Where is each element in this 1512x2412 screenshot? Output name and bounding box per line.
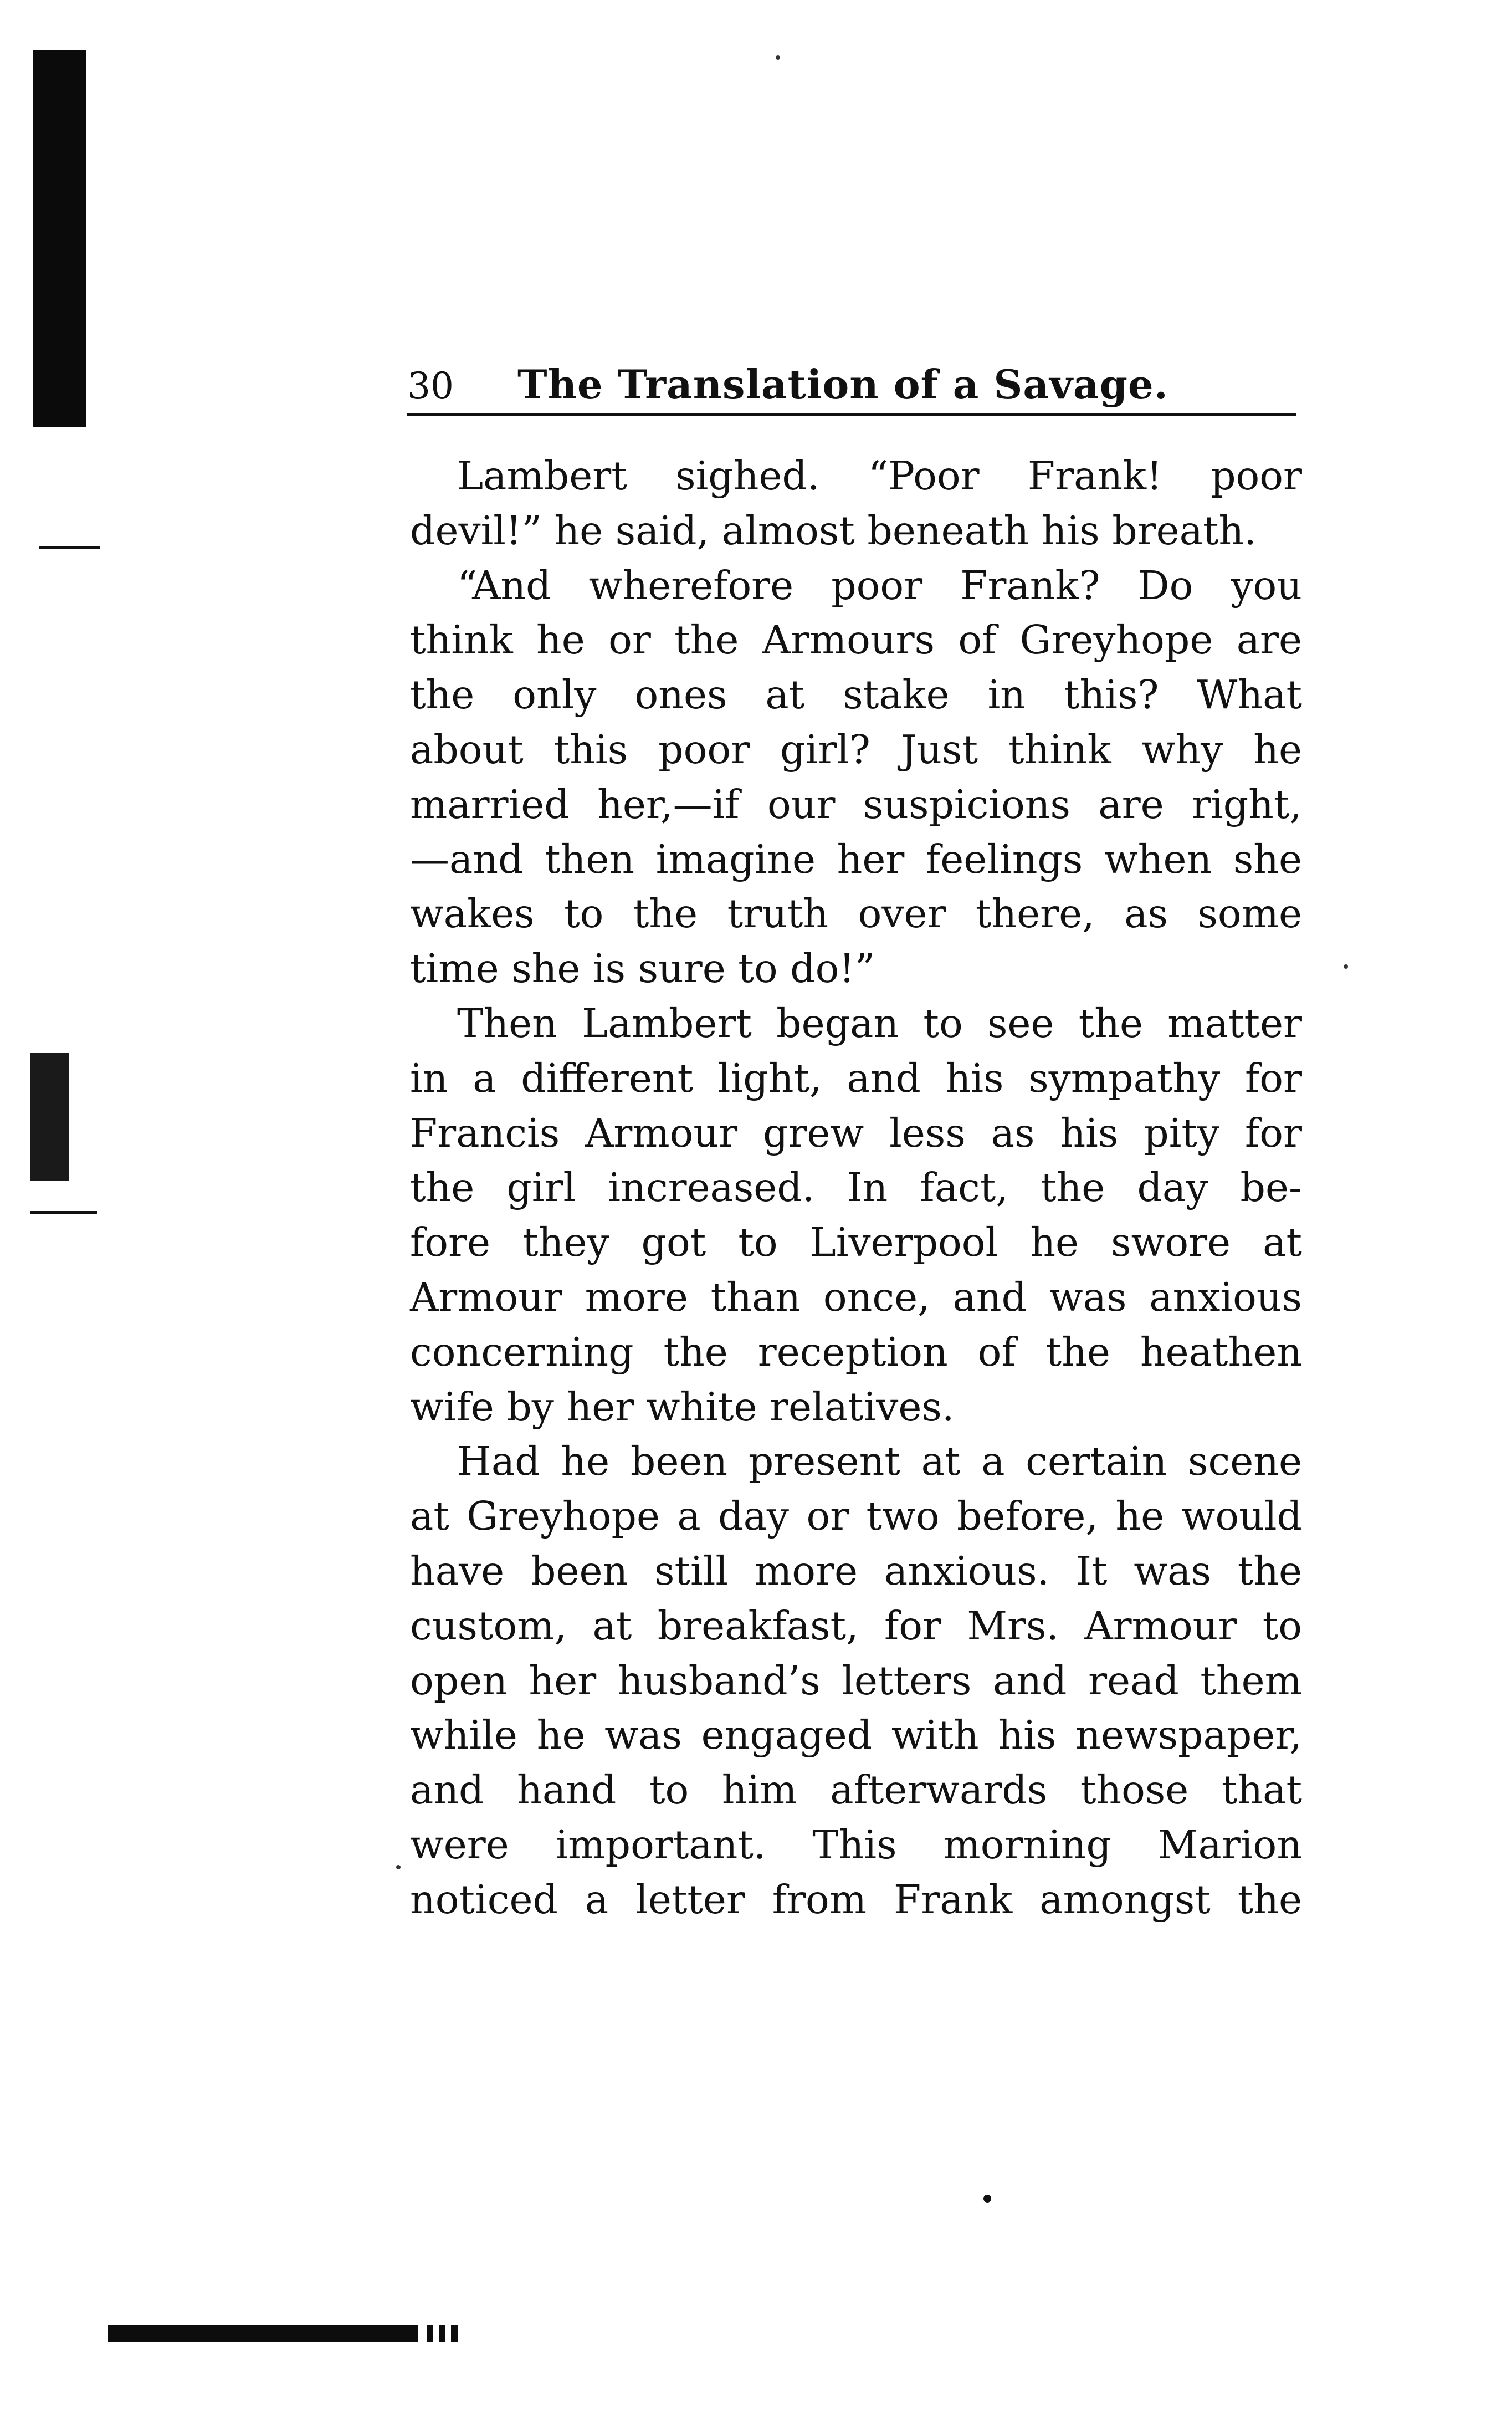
scan-speck bbox=[1344, 964, 1348, 969]
scan-edge-shadow bbox=[30, 1053, 69, 1181]
text-line: custom, at breakfast, for Mrs. Armour to bbox=[410, 1602, 1302, 1649]
text-line: the only ones at stake in this? What bbox=[410, 672, 1302, 718]
text-line: open her husband’s letters and read them bbox=[410, 1657, 1302, 1704]
scan-edge-mark bbox=[30, 1211, 97, 1214]
text-line: devil!” he said, almost beneath his breath. bbox=[410, 507, 1257, 554]
running-head bbox=[407, 344, 1296, 408]
scan-speck bbox=[776, 55, 780, 60]
text-line: time she is sure to do!” bbox=[410, 946, 875, 992]
body-text bbox=[410, 449, 1302, 1928]
scan-edge-shadow bbox=[33, 50, 86, 427]
text-line: think he or the Armours of Greyhope are bbox=[410, 617, 1302, 663]
scan-speck bbox=[983, 2195, 991, 2203]
text-line: the girl increased. In fact, the day be- bbox=[410, 1164, 1302, 1211]
text-line: noticed a letter from Frank amongst the bbox=[410, 1876, 1302, 1923]
text-line: wife by her white relatives. bbox=[410, 1383, 955, 1430]
text-line: Had he been present at a certain scene bbox=[457, 1438, 1302, 1485]
text-line: Then Lambert began to see the matter bbox=[457, 1000, 1302, 1046]
text-line: Lambert sighed. “Poor Frank! poor bbox=[457, 453, 1302, 499]
text-line: while he was engaged with his newspaper, bbox=[410, 1712, 1302, 1759]
text-line: fore they got to Liverpool he swore at bbox=[410, 1219, 1302, 1266]
text-line: Francis Armour grew less as his pity for bbox=[410, 1110, 1302, 1156]
text-line: at Greyhope a day or two before, he would bbox=[410, 1493, 1302, 1540]
text-line: Armour more than once, and was anxious bbox=[410, 1274, 1302, 1320]
text-line: wakes to the truth over there, as some bbox=[410, 891, 1302, 937]
page-number: 30 bbox=[407, 365, 454, 407]
scan-bottom-mark bbox=[427, 2325, 460, 2342]
text-line: about this poor girl? Just think why he bbox=[410, 726, 1302, 773]
scan-speck bbox=[396, 1865, 401, 1869]
text-line: —and then imagine her feelings when she bbox=[410, 836, 1302, 882]
text-line: married her,—if our suspicions are right, bbox=[410, 781, 1302, 827]
text-line: were important. This morning Marion bbox=[410, 1821, 1302, 1868]
text-line: in a different light, and his sympathy for bbox=[410, 1055, 1302, 1101]
text-line: concerning the reception of the heathen bbox=[410, 1328, 1302, 1375]
header-rule bbox=[407, 413, 1296, 416]
scan-edge-mark bbox=[39, 546, 100, 549]
scan-bottom-mark bbox=[108, 2325, 418, 2342]
text-line: have been still more anxious. It was the bbox=[410, 1547, 1302, 1594]
book-title: The Translation of a Savage. bbox=[517, 361, 1168, 408]
text-line: “And wherefore poor Frank? Do you bbox=[457, 562, 1302, 609]
text-line: and hand to him afterwards those that bbox=[410, 1767, 1302, 1813]
